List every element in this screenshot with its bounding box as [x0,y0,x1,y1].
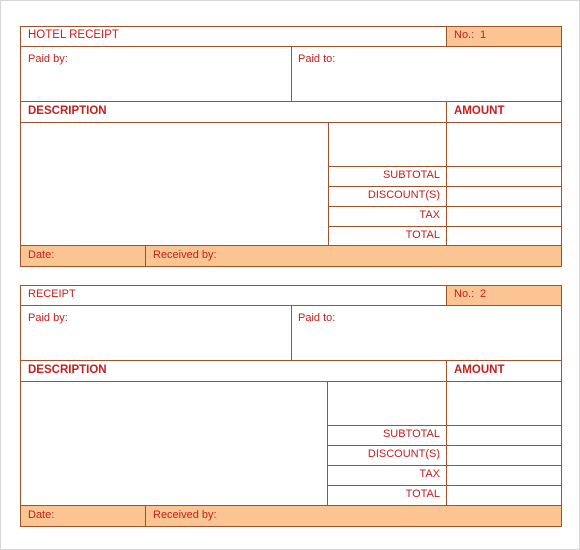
tax-label: TAX [419,468,440,480]
receipt-title: RECEIPT [28,288,76,300]
item-field[interactable] [327,381,447,426]
description-field[interactable] [20,381,328,506]
discount-field[interactable] [446,186,562,207]
tax-field[interactable] [446,206,562,227]
subtotal-label: SUBTOTAL [382,169,440,181]
paid-to-label: Paid to: [298,312,336,324]
item-field[interactable] [328,122,447,167]
total-field[interactable] [446,226,562,246]
tax-field[interactable] [446,465,562,486]
subtotal-field[interactable] [446,425,562,446]
description-field[interactable] [20,122,329,246]
discount-label: DISCOUNT(S) [367,189,440,201]
amount-header: AMOUNT [454,105,505,117]
total-label: TOTAL [405,229,440,241]
subtotal-label: SUBTOTAL [382,428,440,440]
description-header: DESCRIPTION [28,364,107,376]
number-label: No.: [454,29,475,41]
paid-to-label: Paid to: [298,53,336,65]
discount-field[interactable] [446,445,562,466]
title-cell [20,285,447,306]
paid-by-label: Paid by: [28,53,68,65]
total-field[interactable] [446,485,562,506]
description-header: DESCRIPTION [28,105,107,117]
subtotal-field[interactable] [446,166,562,187]
tax-label: TAX [419,209,440,221]
paid-by-label: Paid by: [28,312,68,324]
date-label: Date: [28,509,55,521]
amount-field[interactable] [446,122,562,167]
date-label: Date: [28,249,55,261]
received-by-label: Received by: [153,509,217,521]
amount-header: AMOUNT [454,364,505,376]
receipt-title: HOTEL RECEIPT [28,29,119,41]
receipt-number: 2 [480,288,487,300]
receipt-number: 1 [480,29,487,41]
received-by-label: Received by: [153,249,217,261]
number-label: No.: [454,288,475,300]
total-label: TOTAL [405,488,440,500]
amount-field[interactable] [446,381,562,426]
discount-label: DISCOUNT(S) [367,448,440,460]
